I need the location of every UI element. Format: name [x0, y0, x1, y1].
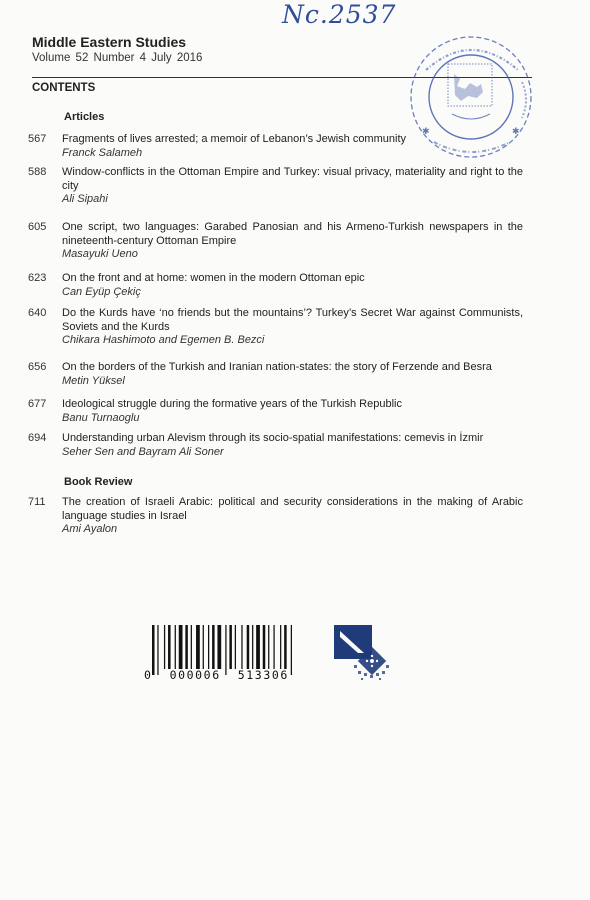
toc-author: Masayuki Ueno	[62, 248, 138, 260]
toc-article-title: Do the Kurds have ‘no friends but the mountains’? Turkey’s Secret War against Communists, Soviets and the Kurds	[62, 307, 523, 333]
toc-author: Chikara Hashimoto and Egemen B. Bezci	[62, 334, 265, 346]
toc-entry	[28, 361, 523, 388]
toc-entry	[28, 221, 523, 262]
toc-article-title: Fragments of lives arrested; a memoir of Lebanon’s Jewish community	[62, 133, 406, 145]
toc-author: Seher Sen and Bayram Ali Soner	[62, 445, 224, 458]
section-heading: Articles	[64, 111, 105, 123]
toc-entry-body	[62, 221, 523, 262]
toc-entry-body	[62, 496, 523, 537]
toc-page-number: 694	[28, 432, 47, 444]
toc-page-number: 656	[28, 361, 47, 373]
toc-article-title: One script, two languages: Garabed Panosian and his Armeno-Turkish newspapers in the nineteenth-century Ottoman Empire	[62, 221, 523, 247]
svg-text:✱: ✱	[422, 127, 430, 137]
contents-heading: CONTENTS	[32, 82, 96, 94]
svg-text:✱: ✱	[512, 127, 520, 137]
toc-entry-body	[62, 133, 523, 160]
toc-entry	[28, 307, 523, 348]
toc-article-title: Ideological struggle during the formative years of the Turkish Republic	[62, 398, 402, 410]
toc-entry	[28, 272, 523, 299]
toc-entry-body	[62, 398, 523, 425]
toc-entry-body	[62, 272, 523, 299]
toc-entry	[28, 432, 523, 459]
toc-article-title: Window-conflicts in the Ottoman Empire and Turkey: visual privacy, materiality and right to the city	[62, 166, 523, 192]
toc-entry-body	[62, 432, 523, 459]
toc-article-title: The creation of Israeli Arabic: political and security considerations in the making of Arabic language studies in Israel	[62, 496, 523, 522]
toc-author: Franck Salameh	[62, 146, 143, 159]
toc-page-number: 677	[28, 398, 47, 410]
toc-entry-body	[62, 361, 523, 388]
journal-title: Middle Eastern Studies	[32, 34, 187, 50]
toc-page-number: 640	[28, 307, 47, 319]
toc-entry	[28, 133, 523, 160]
toc-entry	[28, 496, 523, 537]
toc-author: Ami Ayalon	[62, 523, 118, 535]
toc-entry	[28, 166, 523, 207]
section-heading: Book Review	[64, 476, 133, 488]
toc-author: Ali Sipahi	[62, 193, 108, 205]
toc-author: Metin Yüksel	[62, 374, 125, 387]
toc-article-title: On the borders of the Turkish and Iranian nation-states: the story of Ferzende and Besra	[62, 361, 492, 373]
toc-page-number: 605	[28, 221, 47, 233]
toc-article-title: On the front and at home: women in the modern Ottoman epic	[62, 272, 365, 284]
toc-author: Banu Turnaoglu	[62, 411, 140, 424]
toc-article-title: Understanding urban Alevism through its socio-spatial manifestations: cemevis in İzmir	[62, 432, 484, 444]
barcode-digits: 0 000006 513306	[144, 668, 289, 682]
toc-author: Can Eyüp Çekiç	[62, 285, 141, 298]
issue-line: Volume 52 Number 4 July 2016	[32, 52, 203, 64]
toc-entry	[28, 398, 523, 425]
toc-page-number: 623	[28, 272, 47, 284]
handwritten-catalog-note: Nc.2537	[282, 0, 397, 29]
toc-entry-body	[62, 166, 523, 207]
toc-page-number: 711	[28, 496, 46, 508]
toc-page-number: 588	[28, 166, 47, 178]
toc-page-number: 567	[28, 133, 47, 145]
publisher-logo-icon	[334, 625, 392, 685]
toc-entry-body	[62, 307, 523, 348]
